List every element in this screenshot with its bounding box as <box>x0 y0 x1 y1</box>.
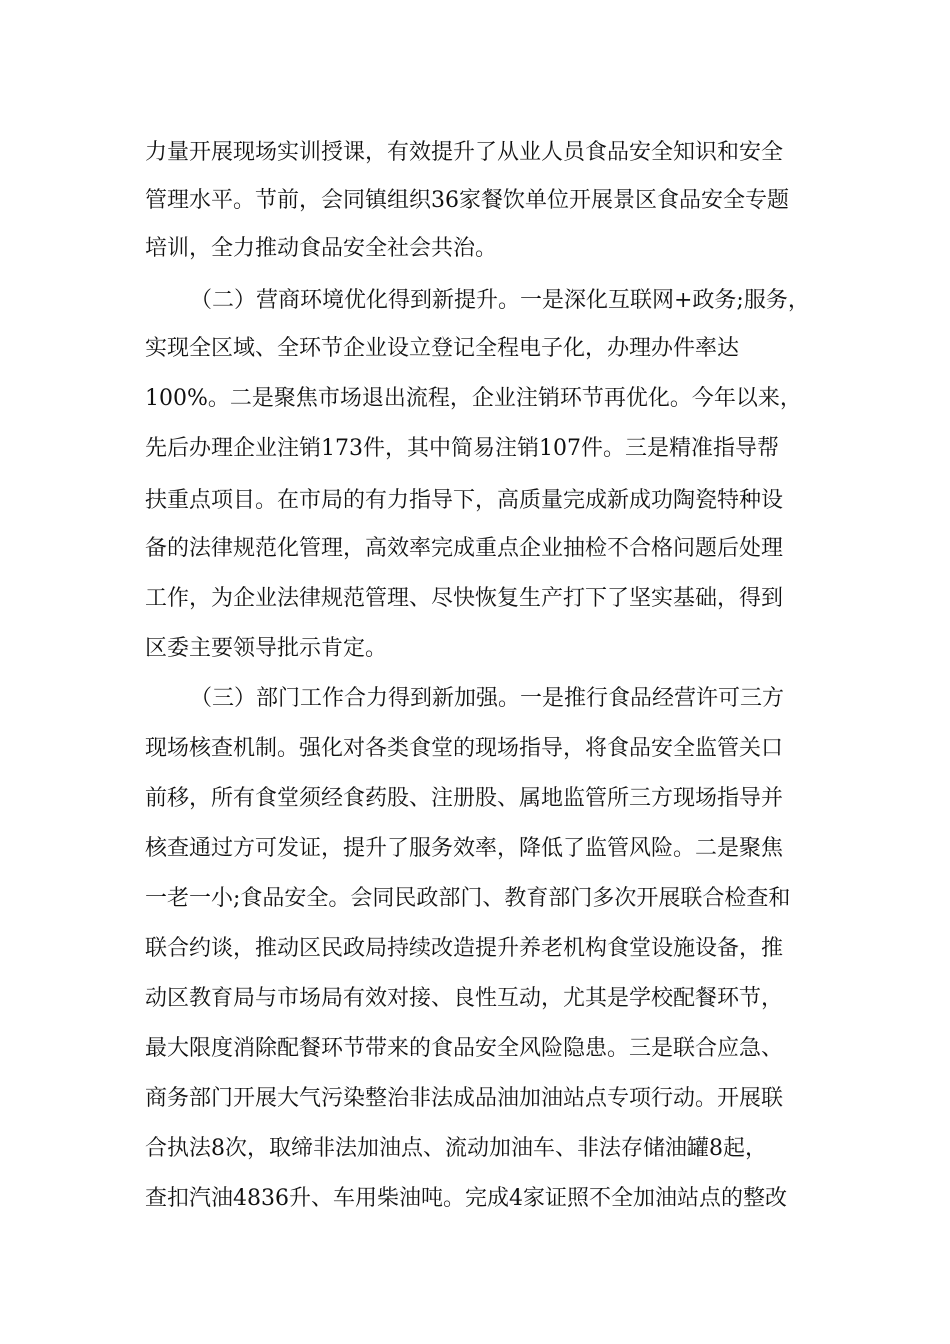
body-text-line: 实现全区域、全环节企业设立登记全程电子化，办理办件率达 <box>145 336 740 361</box>
body-text-line: 一老一小;食品安全。会同民政部门、教育部门多次开展联合检查和 <box>145 886 791 911</box>
body-text-line: 100%。二是聚焦市场退出流程，企业注销环节再优化。今年以来， <box>145 386 802 411</box>
body-text-line: 查扣汽油4836升、车用柴油吨。完成4家证照不全加油站点的整改 <box>145 1186 787 1211</box>
body-text-line: 备的法律规范化管理，高效率完成重点企业抽检不合格问题后处理 <box>145 536 784 561</box>
section-heading-line: （二）营商环境优化得到新提升。一是深化互联网+政务;服务， <box>190 288 810 313</box>
body-text-line: 工作，为企业法律规范管理、尽快恢复生产打下了坚实基础，得到 <box>145 586 784 611</box>
body-text-line: 核查通过方可发证，提升了服务效率，降低了监管风险。二是聚焦 <box>145 836 784 861</box>
body-text-line: 先后办理企业注销173件，其中简易注销107件。三是精准指导帮 <box>145 436 779 461</box>
body-text-line: 合执法8次，取缔非法加油点、流动加油车、非法存储油罐8起， <box>145 1136 767 1161</box>
section-heading-line: （三）部门工作合力得到新加强。一是推行食品经营许可三方 <box>190 686 785 711</box>
body-text-line: 培训，全力推动食品安全社会共治。 <box>145 236 498 261</box>
body-text-line: 前移，所有食堂须经食药股、注册股、属地监管所三方现场指导并 <box>145 786 784 811</box>
body-text-line: 力量开展现场实训授课，有效提升了从业人员食品安全知识和安全 <box>145 140 784 165</box>
body-text-line: 最大限度消除配餐环节带来的食品安全风险隐患。三是联合应急、 <box>145 1036 784 1061</box>
body-text-line: 商务部门开展大气污染整治非法成品油加油站点专项行动。开展联 <box>145 1086 784 1111</box>
body-text-line: 联合约谈，推动区民政局持续改造提升养老机构食堂设施设备，推 <box>145 936 784 961</box>
body-text-line: 管理水平。节前，会同镇组织36家餐饮单位开展景区食品安全专题 <box>145 188 789 213</box>
body-text-line: 扶重点项目。在市局的有力指导下，高质量完成新成功陶瓷特种设 <box>145 488 784 513</box>
body-text-line: 区委主要领导批示肯定。 <box>145 636 388 661</box>
body-text-line: 现场核查机制。强化对各类食堂的现场指导，将食品安全监管关口 <box>145 736 784 761</box>
body-text-line: 动区教育局与市场局有效对接、良性互动，尤其是学校配餐环节， <box>145 986 784 1011</box>
